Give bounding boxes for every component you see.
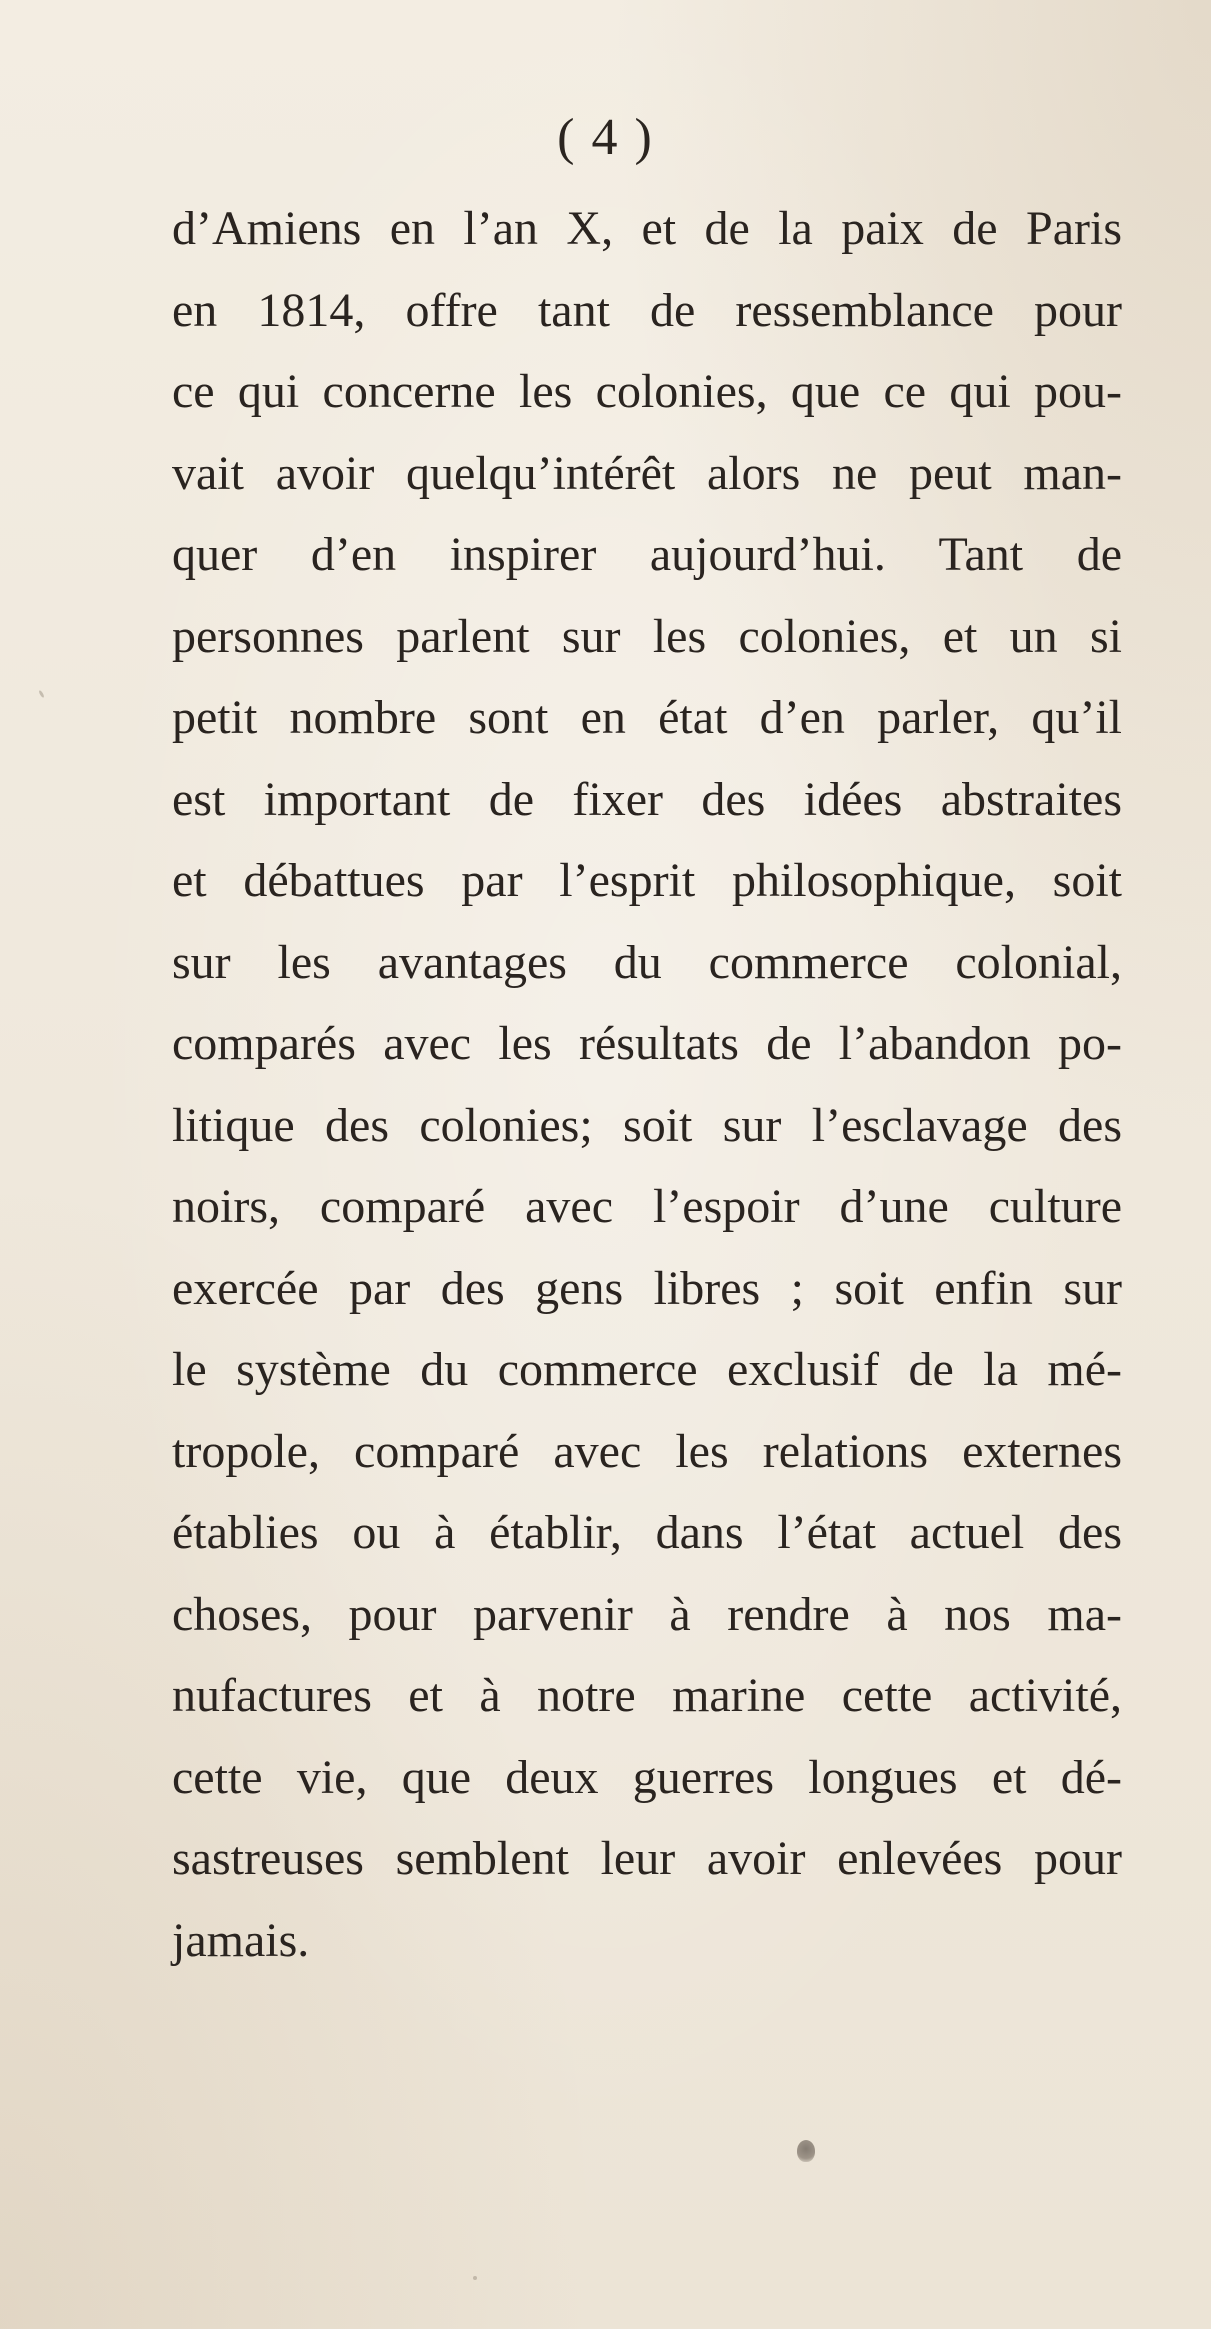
text-line: est important de fixer des idées abstraites: [172, 772, 1122, 826]
text-line: tropole, comparé avec les relations externes: [172, 1424, 1122, 1478]
paper-speck: [473, 2276, 477, 2280]
text-line: choses, pour parvenir à rendre à nos ma-: [172, 1587, 1122, 1641]
text-line: exercée par des gens libres ; soit enfin sur: [172, 1261, 1122, 1315]
text-line: sastreuses semblent leur avoir enlevées pour: [172, 1832, 1122, 1885]
text-line: jamais.: [172, 1913, 310, 1967]
text-line: noirs, comparé avec l’espoir d’une culture: [172, 1180, 1122, 1233]
text-line: établies ou à établir, dans l’état actuel des: [172, 1506, 1122, 1559]
text-line: ce qui concerne les colonies, que ce qui pou-: [172, 365, 1122, 418]
text-line: d’Amiens en l’an X, et de la paix de Paris: [172, 202, 1122, 255]
page-number: ( 4 ): [557, 109, 654, 166]
text-line: petit nombre sont en état d’en parler, qu’il: [172, 691, 1122, 744]
text-line: litique des colonies; soit sur l’esclavage des: [172, 1098, 1122, 1152]
text-line: nufactures et à notre marine cette activité,: [172, 1669, 1122, 1722]
body-text: [172, 188, 1122, 1981]
paper-speck: [38, 690, 45, 698]
text-line: et débattues par l’esprit philosophique, soit: [172, 854, 1122, 907]
ink-blot-ornament: [797, 2140, 815, 2162]
text-line: le système du commerce exclusif de la mé-: [172, 1343, 1122, 1396]
text-line: sur les avantages du commerce colonial,: [172, 935, 1122, 989]
text-line: quer d’en inspirer aujourd’hui. Tant de: [172, 528, 1122, 581]
text-line: cette vie, que deux guerres longues et dé-: [172, 1750, 1122, 1804]
text-line: en 1814, offre tant de ressemblance pour: [172, 283, 1122, 337]
text-line: vait avoir quelqu’intérêt alors ne peut man-: [172, 446, 1122, 500]
text-line: comparés avec les résultats de l’abandon po-: [172, 1017, 1122, 1070]
text-line: personnes parlent sur les colonies, et un si: [172, 609, 1122, 663]
